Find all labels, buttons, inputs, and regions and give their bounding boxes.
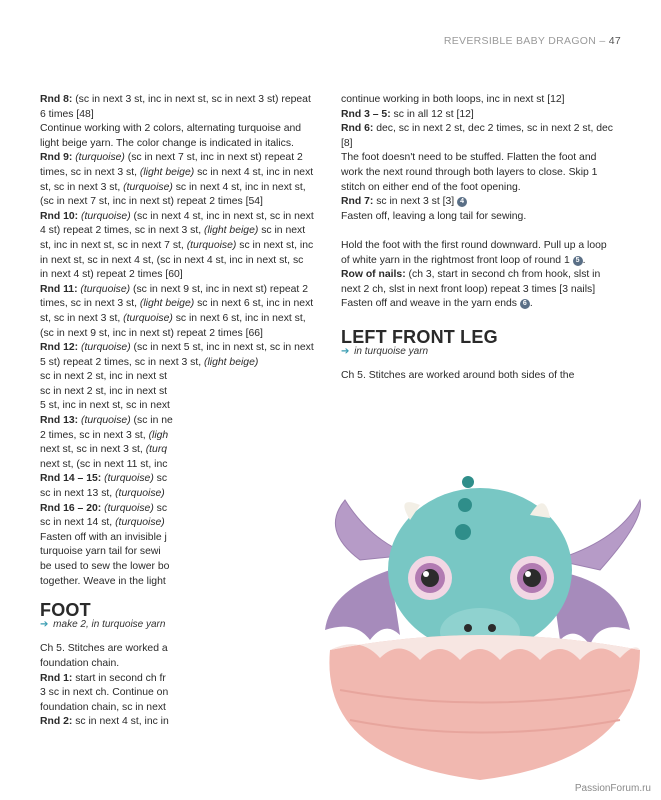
- instruction-text: sc in next 4 st, inc in: [72, 716, 169, 728]
- text-line: [40, 93, 314, 122]
- color-change-text: (turquoise): [123, 312, 173, 324]
- color-change-text: (turq: [145, 444, 168, 456]
- instruction-text: .: [582, 254, 586, 266]
- step-number-badge: 5: [573, 256, 583, 266]
- instruction-text: sc in next 6 st, inc in next st, sc in next 3 st,: [40, 298, 314, 324]
- instruction-text: sc in next 13 st,: [40, 488, 116, 500]
- instruction-text: (sc in next 3 st, inc in next st, sc in next 3 st) repeat 6 times [48]: [40, 94, 311, 120]
- page-number: 47: [608, 35, 621, 47]
- color-change-text: (turquoise): [186, 239, 237, 251]
- instruction-text: Ch 5. Stitches are worked a: [40, 643, 168, 655]
- right-column: [341, 93, 617, 384]
- round-label: Rnd 11:: [40, 283, 78, 295]
- instruction-text: (sc in next 9 st, inc in next st) repeat 2 times, sc in next 3 st,: [40, 283, 308, 310]
- color-change-text: (light beige): [139, 298, 195, 310]
- text-line: [40, 210, 314, 283]
- instruction-text: sc in next 4 st, inc in next st, (sc in next 7 st, inc in next st) repeat 2 times [54]: [40, 181, 306, 208]
- text-line: [40, 414, 314, 429]
- leg-section: [341, 326, 617, 384]
- color-change-text: (turquoise): [104, 473, 154, 485]
- color-change-text: (turquoise): [81, 415, 131, 427]
- text-line: [341, 268, 617, 297]
- instruction-text: (sc in next 5 st, inc in next st, sc in next 5 st) repeat 2 times, sc in next 3 st,: [40, 342, 314, 368]
- text-line: [40, 657, 314, 672]
- color-change-text: (turquoise): [123, 181, 173, 193]
- color-change-text: (turquoise): [104, 502, 154, 514]
- text-line: [40, 715, 314, 730]
- text-line: [40, 545, 314, 560]
- text-line: [40, 341, 314, 370]
- round-label: Rnd 6:: [341, 123, 374, 135]
- running-header-title: REVERSIBLE BABY DRAGON: [443, 35, 597, 47]
- instruction-text: (sc in next 4 st, inc in next st, sc in next 4 st) repeat 2 times, sc in next 3 st,: [40, 210, 314, 237]
- instruction-text: sc in next 6 st, inc in next st, (sc in next 9 st, inc in next st) repeat 2 times [66]: [40, 312, 306, 339]
- round-label: Rnd 10:: [40, 210, 79, 222]
- instruction-text: sc: [153, 473, 168, 485]
- color-change-text: (light beige): [204, 356, 259, 368]
- dragon-photo: [300, 460, 661, 800]
- right-text: [341, 93, 617, 312]
- instruction-text: (sc in next 7 st, inc in next st) repeat 2 times, sc in next 3 st,: [40, 152, 303, 178]
- text-line: [40, 672, 314, 687]
- text-line: [341, 297, 617, 312]
- instruction-text: sc in next 3 st [3]: [373, 196, 458, 208]
- round-label: Rnd 3 – 5:: [341, 108, 391, 120]
- foot-subtitle-text: make 2, in turquoise yarn: [53, 618, 166, 630]
- color-change-text: (light beige): [139, 166, 195, 178]
- round-label: Rnd 9:: [40, 152, 73, 164]
- instruction-text: sc in next 14 st,: [40, 517, 116, 529]
- round-label: Rnd 2:: [40, 716, 73, 728]
- color-change-text: (turquoise): [80, 283, 131, 295]
- text-line: [341, 195, 617, 210]
- instruction-text: Hold the foot with the first round downward. Pull up a loop of white yarn in the rightmost front loop of round 1: [341, 239, 607, 266]
- round-label: Rnd 16 – 20:: [40, 502, 102, 514]
- foot-section: [40, 600, 314, 730]
- instruction-text: 2 times, sc in next 3 st,: [40, 429, 149, 441]
- text-line: [40, 385, 314, 400]
- instruction-text: 5 st, inc in next st, sc in next: [40, 400, 170, 412]
- text-line: [40, 516, 314, 531]
- instruction-text: sc in all 12 st [12]: [390, 108, 474, 120]
- text-line: [341, 210, 617, 225]
- instruction-text: start in second ch fr: [72, 672, 166, 684]
- instruction-text: Fasten off with an invisible j: [40, 531, 167, 543]
- text-line: [341, 108, 617, 123]
- text-line: [40, 122, 314, 151]
- instruction-text: (ch 3, start in second ch from hook, slst in next 2 ch, slst in next front loop) repeat 3 times [3 nails]: [341, 269, 601, 295]
- running-header-separator: –: [596, 35, 609, 47]
- text-line: [40, 370, 314, 385]
- color-change-text: (turquoise): [81, 210, 131, 222]
- instruction-text: (sc in ne: [130, 415, 173, 427]
- text-line: [40, 472, 314, 487]
- instruction-text: foundation chain.: [40, 657, 120, 669]
- instruction-text: next st, sc in next 3 st,: [40, 444, 146, 456]
- color-change-text: (turquoise): [75, 152, 125, 164]
- arrow-icon: ➔: [341, 345, 350, 357]
- text-line: [40, 487, 314, 502]
- color-change-text: (light beige): [204, 225, 259, 237]
- text-line: [341, 151, 617, 195]
- round-label: Rnd 8:: [40, 94, 73, 105]
- round-label: Rnd 14 – 15:: [40, 473, 102, 485]
- running-header: [444, 35, 621, 47]
- instruction-text: sc in next 4 st, inc in next st, sc in next 3 st,: [40, 166, 314, 193]
- color-change-text: (ligh: [148, 429, 169, 441]
- leg-heading: LEFT FRONT LEG: [341, 326, 498, 347]
- text-line: [40, 399, 314, 414]
- instruction-text: Ch 5. Stitches are worked around both sides of the: [341, 370, 575, 382]
- instruction-text: sc in next st, inc in next st, sc in next 7 st,: [40, 225, 306, 251]
- text-line: [40, 575, 314, 590]
- instruction-text: turquoise yarn tail for sewi: [40, 546, 161, 558]
- color-change-text: (turquoise): [115, 488, 165, 500]
- round-label: Row of nails:: [341, 269, 406, 281]
- instruction-text: dec, sc in next 2 st, dec 2 times, sc in next 2 st, dec [8]: [341, 123, 613, 149]
- text-line: [40, 701, 314, 716]
- left-column: [40, 93, 314, 730]
- instruction-text: 3 sc in next ch. Continue on: [40, 687, 169, 699]
- text-line: [341, 93, 617, 108]
- text-line: [40, 531, 314, 546]
- instruction-text: sc in next 2 st, inc in next st: [40, 385, 168, 397]
- instruction-text: continue working in both loops, inc in next st [12]: [341, 94, 565, 105]
- arrow-icon: ➔: [40, 618, 49, 630]
- instruction-text: .: [529, 298, 533, 310]
- text-line: [341, 239, 617, 268]
- step-number-badge: 6: [520, 299, 530, 309]
- instruction-text: Continue working with 2 colors, alternating turquoise and light beige yarn. The color change is indicated in italics.: [40, 123, 302, 149]
- text-line: [40, 642, 314, 657]
- round-label: Rnd 12:: [40, 342, 79, 354]
- color-change-text: (turquoise): [81, 342, 131, 354]
- round-label: Rnd 7:: [341, 196, 374, 208]
- instruction-text: The foot doesn't need to be stuffed. Flatten the foot and work the next round through both layers to close. Skip 1 stitch on either end of the foot opening.: [341, 152, 598, 193]
- instruction-text: next st, (sc in next 11 st, inc: [40, 458, 168, 470]
- text-line: [341, 122, 617, 151]
- instruction-text: Fasten off and weave in the yarn ends: [341, 298, 520, 310]
- round-label: Rnd 1:: [40, 672, 73, 684]
- instruction-text: Fasten off, leaving a long tail for sewing.: [341, 210, 527, 222]
- instruction-text: sc in next st, inc in next st, sc in next 4 st, (sc in next 4 st, inc in next st, sc in next 4 st) repeat 2 times [60]: [40, 239, 314, 281]
- leg-subtitle-text: in turquoise yarn: [354, 345, 429, 357]
- instruction-text: sc in next 2 st, inc in next st: [40, 371, 168, 383]
- watermark: PassionForum.ru: [574, 783, 651, 794]
- foot-heading: FOOT: [40, 600, 91, 621]
- left-text: [40, 93, 314, 589]
- leg-text: [341, 369, 617, 384]
- text-line: [40, 151, 314, 209]
- text-line: [40, 560, 314, 575]
- text-line: [40, 458, 314, 473]
- foot-subtitle: [40, 618, 314, 633]
- text-line: [341, 369, 617, 384]
- instruction-text: sc: [153, 502, 168, 514]
- foot-text: [40, 642, 314, 730]
- round-label: Rnd 13:: [40, 415, 79, 427]
- instruction-text: be used to sew the lower bo: [40, 561, 170, 572]
- text-line: [40, 686, 314, 701]
- step-number-badge: 4: [457, 197, 467, 207]
- text-line: [40, 429, 314, 444]
- instruction-text: together. Weave in the light: [40, 575, 166, 587]
- text-line: [40, 502, 314, 517]
- text-line: [40, 283, 314, 341]
- instruction-text: foundation chain, sc in next: [40, 701, 166, 713]
- text-line: [40, 443, 314, 458]
- text-line: [341, 224, 617, 239]
- color-change-text: (turquoise): [115, 517, 165, 529]
